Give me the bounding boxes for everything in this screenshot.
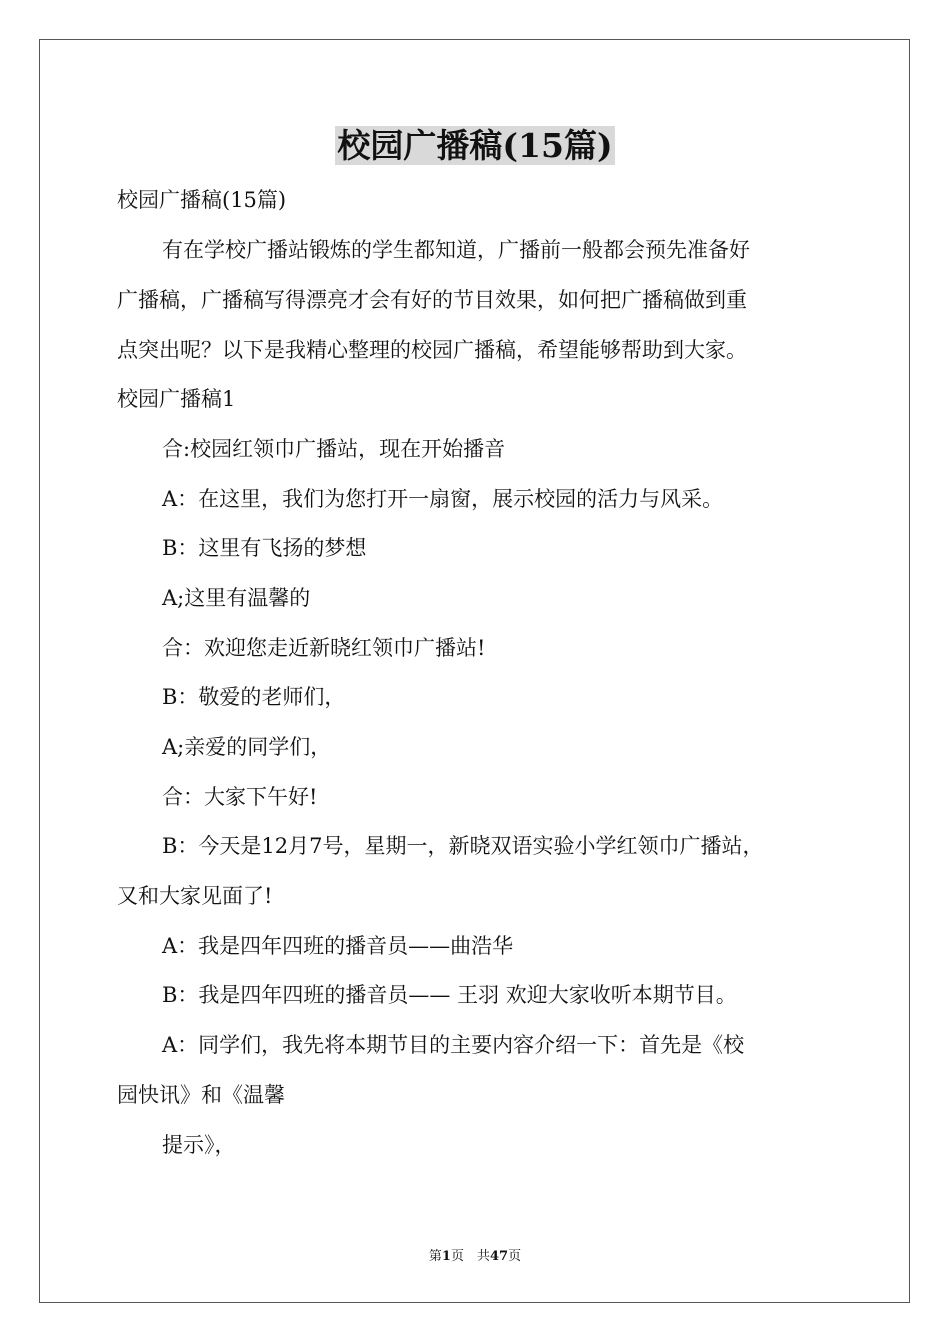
paragraph-line: 广播稿，广播稿写得漂亮才会有好的节目效果，如何把广播稿做到重 xyxy=(117,288,747,312)
paragraph-line: B：今天是12月7号，星期一，新晓双语实验小学红领巾广播站， xyxy=(162,834,764,858)
section-heading: 校园广播稿1 xyxy=(117,387,236,411)
paragraph-line: A：在这里，我们为您打开一扇窗，展示校园的活力与风采。 xyxy=(162,487,724,511)
current-page-number: 1 xyxy=(441,1249,451,1264)
paragraph-line: A;亲爱的同学们， xyxy=(162,735,332,759)
page-border xyxy=(39,39,910,1303)
paragraph-line: 有在学校广播站锻炼的学生都知道，广播前一般都会预先准备好 xyxy=(162,238,750,262)
paragraph-line: 提示》， xyxy=(162,1133,236,1157)
paragraph-line: 点突出呢？以下是我精心整理的校园广播稿，希望能够帮助到大家。 xyxy=(117,338,747,362)
subtitle-line: 校园广播稿(15篇) xyxy=(117,188,287,212)
page-footer: 第1页 共47页 xyxy=(428,1249,522,1264)
total-pages-number: 47 xyxy=(489,1249,509,1264)
document-title: 校园广播稿(15篇) xyxy=(337,126,613,165)
paragraph-line: 园快讯》和《温馨 xyxy=(117,1083,285,1107)
paragraph-line: 合:校园红领巾广播站，现在开始播音 xyxy=(162,437,506,461)
paragraph-line: A;这里有温馨的 xyxy=(162,586,311,610)
paragraph-line: B：敬爱的老师们， xyxy=(162,685,346,709)
paragraph-line: 又和大家见面了! xyxy=(117,884,273,908)
paragraph-line: A：我是四年四班的播音员——曲浩华 xyxy=(162,934,514,958)
paragraph-line: B：我是四年四班的播音员—— 王羽 欢迎大家收听本期节目。 xyxy=(162,983,737,1007)
paragraph-line: 合：欢迎您走近新晓红领巾广播站! xyxy=(162,636,486,660)
paragraph-line: A：同学们，我先将本期节目的主要内容介绍一下：首先是《校 xyxy=(162,1033,745,1057)
paragraph-line: 合：大家下午好! xyxy=(162,785,318,809)
paragraph-line: B：这里有飞扬的梦想 xyxy=(162,536,367,560)
